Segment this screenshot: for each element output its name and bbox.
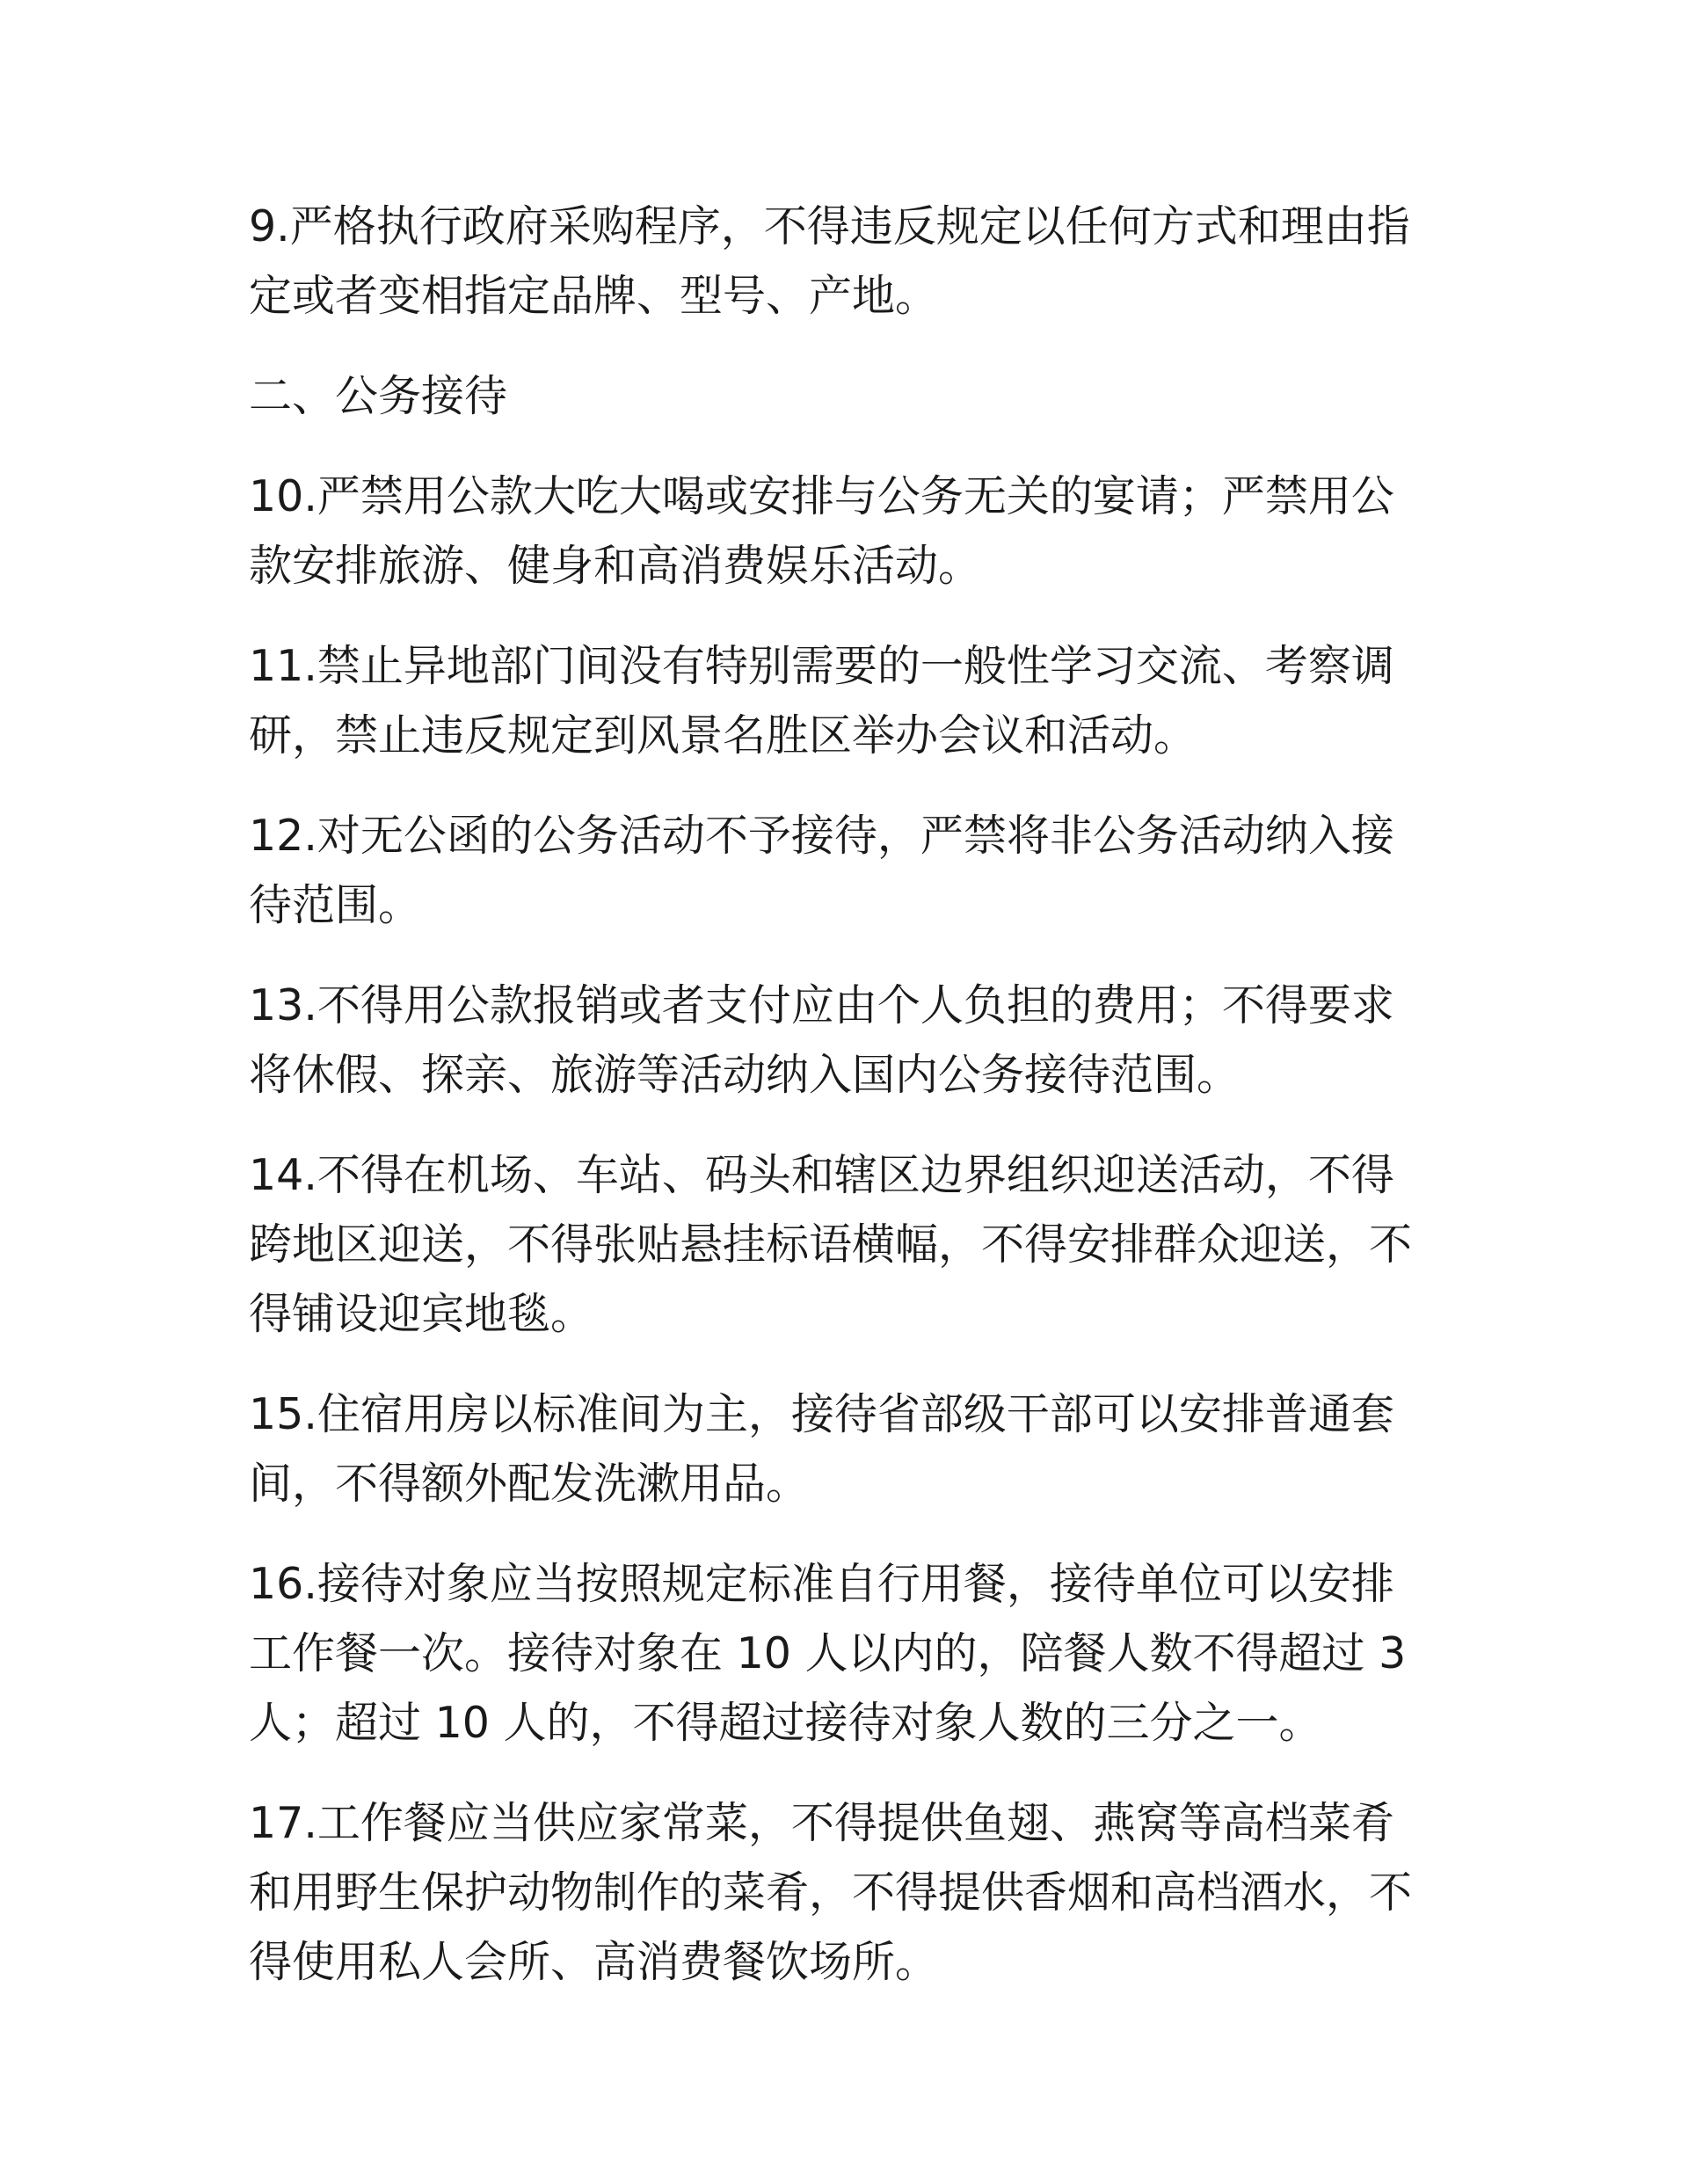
paragraph-line: 16.接待对象应当按照规定标准自行用餐，接待单位可以安排 xyxy=(249,1559,1394,1609)
paragraph-11 xyxy=(249,631,1444,770)
paragraph-line: 研，禁止违反规定到风景名胜区举办会议和活动。 xyxy=(249,710,1197,761)
paragraph-line: 得铺设迎宾地毯。 xyxy=(249,1289,594,1339)
paragraph-line: 12.对无公函的公务活动不予接待，严禁将非公务活动纳入接 xyxy=(249,811,1394,861)
section-heading-official-reception xyxy=(249,361,1444,431)
paragraph-line: 定或者变相指定品牌、型号、产地。 xyxy=(249,271,939,321)
paragraph-9 xyxy=(249,192,1444,331)
paragraph-14 xyxy=(249,1140,1444,1349)
paragraph-line: 将休假、探亲、旅游等活动纳入国内公务接待范围。 xyxy=(249,1050,1241,1100)
paragraph-line: 间，不得额外配发洗漱用品。 xyxy=(249,1459,810,1509)
paragraph-12 xyxy=(249,801,1444,940)
paragraph-line: 13.不得用公款报销或者支付应由个人负担的费用；不得要求 xyxy=(249,980,1394,1030)
paragraph-line: 15.住宿用房以标准间为主，接待省部级干部可以安排普通套 xyxy=(249,1389,1394,1439)
paragraph-line: 款安排旅游、健身和高消费娱乐活动。 xyxy=(249,541,982,591)
section-heading-text: 二、公务接待 xyxy=(249,371,508,421)
paragraph-15 xyxy=(249,1380,1444,1518)
document-body xyxy=(249,192,1444,2027)
paragraph-13 xyxy=(249,971,1444,1110)
paragraph-10 xyxy=(249,462,1444,601)
paragraph-line: 10.严禁用公款大吃大喝或安排与公务无关的宴请；严禁用公 xyxy=(249,471,1394,521)
paragraph-line: 得使用私人会所、高消费餐饮场所。 xyxy=(249,1937,939,1987)
paragraph-line: 17.工作餐应当供应家常菜，不得提供鱼翅、燕窝等高档菜肴 xyxy=(249,1798,1394,1848)
paragraph-17 xyxy=(249,1788,1444,1997)
paragraph-line: 和用野生保护动物制作的菜肴，不得提供香烟和高档酒水，不 xyxy=(249,1867,1413,1918)
paragraph-line: 14.不得在机场、车站、码头和辖区边界组织迎送活动，不得 xyxy=(249,1150,1394,1200)
paragraph-line: 待范围。 xyxy=(249,880,422,930)
paragraph-line: 跨地区迎送，不得张贴悬挂标语横幅，不得安排群众迎送，不 xyxy=(249,1219,1413,1270)
paragraph-line: 工作餐一次。接待对象在 10 人以内的，陪餐人数不得超过 3 xyxy=(249,1628,1407,1678)
paragraph-16 xyxy=(249,1549,1444,1758)
paragraph-line: 人；超过 10 人的，不得超过接待对象人数的三分之一。 xyxy=(249,1698,1322,1748)
paragraph-line: 9.严格执行政府采购程序，不得违反规定以任何方式和理由指 xyxy=(249,201,1410,251)
paragraph-line: 11.禁止异地部门间没有特别需要的一般性学习交流、考察调 xyxy=(249,641,1394,691)
